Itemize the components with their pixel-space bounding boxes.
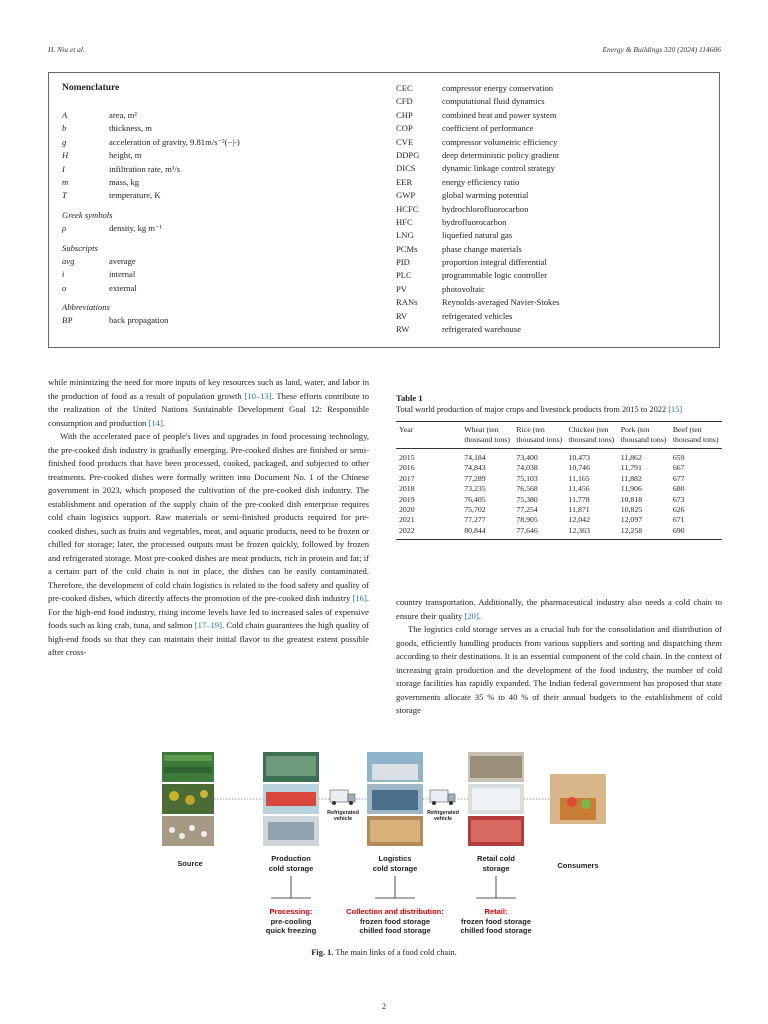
table-cell: 2015	[399, 453, 415, 462]
logistics-photos	[367, 752, 423, 846]
table-caption: Total world production of major crops and livestock products from 2015 to 2022 [15]	[396, 405, 683, 414]
paragraph: while minimizing the need for more inputs of key resources such as land, water, and labor in the production of food as a result of population growth [10–13]. These efforts contribute to the realization of the United Nations Sustainable Development Goal 12: Responsible consumption and production [14].	[48, 377, 369, 428]
nomenclature-box	[48, 72, 720, 348]
logistics-label: Logistics	[378, 854, 412, 863]
body-right-column	[396, 596, 722, 718]
table-header-row	[396, 422, 722, 449]
table-cell: 2018	[399, 484, 415, 494]
table-row	[396, 474, 722, 484]
collection-title: Collection and distribution:	[346, 907, 444, 916]
nom-row: RV refrigerated vehicles	[396, 310, 513, 321]
subscripts-heading: Subscripts	[62, 242, 98, 253]
nom-row: COP coefficient of performance	[396, 123, 534, 134]
table-row	[396, 463, 722, 473]
consumers-photo	[550, 774, 606, 824]
consumers-label: Consumers	[557, 861, 599, 870]
nom-row: m mass, kg	[62, 176, 140, 187]
retail-photos	[468, 752, 524, 846]
table-cell: 74,184	[464, 453, 486, 462]
table-cell: 11,882	[620, 473, 642, 483]
nom-row: EER energy efficiency ratio	[396, 176, 520, 187]
retail-label: Retail cold	[477, 854, 515, 863]
table-cell: 12,097	[620, 515, 643, 525]
table-cell: 2021	[399, 515, 415, 525]
table-row	[396, 526, 722, 540]
vehicle-label: Refrigerated	[427, 810, 459, 816]
processing-title: Processing:	[269, 907, 313, 916]
nom-row: PLC programmable logic controller	[396, 270, 547, 281]
table-cell: 667	[672, 463, 685, 473]
nom-row: ρ density, kg m⁻¹	[62, 223, 163, 234]
logistics-label: cold storage	[372, 864, 418, 873]
table-header-cell: Chicken (ten thousand tons)	[566, 422, 618, 449]
table-cell: 11,862	[620, 453, 642, 462]
table-cell: 12,363	[566, 526, 618, 540]
nom-row: T temperature, K	[62, 190, 161, 201]
table-cell: 77,277	[464, 515, 486, 525]
table-header-cell: Pork (ten thousand tons)	[618, 422, 670, 449]
table-header-cell: Year	[396, 422, 461, 449]
table-cell: 78,905	[516, 515, 538, 525]
citation-link[interactable]: [16]	[352, 593, 367, 603]
table-cell: 677	[672, 473, 685, 483]
processing-line: quick freezing	[265, 926, 317, 935]
table-cell: 10,818	[620, 494, 643, 504]
table-1	[396, 392, 722, 540]
connector-lines	[271, 876, 516, 898]
table-row	[396, 495, 722, 505]
citation-link[interactable]: [15]	[668, 405, 683, 414]
table-cell: 76,568	[516, 484, 538, 494]
table-cell: 680	[672, 484, 685, 494]
table-header-cell: Rice (ten thousand tons)	[513, 422, 565, 449]
table-cell: 2020	[399, 505, 415, 515]
nom-row: CFD computational fluid dynamics	[396, 96, 545, 107]
nom-row: GWP global warming potential	[396, 190, 529, 201]
table-cell: 11,778	[568, 494, 590, 504]
table-row	[396, 484, 722, 494]
nom-row: RANs Reynolds-averaged Navier-Stokes	[396, 297, 560, 308]
paragraph: country transportation. Additionally, the pharmaceutical industry also needs a cold chain to ensure their quality [20].	[396, 597, 722, 621]
production-label: Production	[271, 854, 311, 863]
greek-symbols-heading: Greek symbols	[62, 209, 113, 220]
nomenclature-left-column	[62, 109, 392, 328]
table-cell: 671	[672, 515, 685, 525]
retail-title: Retail:	[484, 907, 508, 916]
table-header-cell: Beef (ten thousand tons)	[670, 422, 722, 449]
running-header-journal: Energy & Buildings 320 (2024) 114606	[602, 45, 721, 54]
table-cell: 10,746	[568, 463, 590, 473]
running-header-authors: H. Niu et al.	[48, 45, 85, 54]
table-cell: 77,254	[516, 505, 538, 515]
truck-icon	[430, 790, 455, 805]
truck-icon	[330, 790, 355, 805]
nom-row: HFC hydrofluorocarbon	[396, 216, 507, 227]
table-cell: 77,646	[513, 526, 565, 540]
table-cell: 10,825	[620, 505, 643, 515]
vehicle-label: vehicle	[433, 816, 453, 822]
source-label: Source	[177, 859, 203, 868]
retail-line: frozen food storage	[460, 917, 532, 926]
nom-row: i internal	[62, 269, 136, 280]
nom-row: RW refrigerated warehouse	[396, 324, 521, 335]
table-row	[396, 505, 722, 515]
table-row	[396, 515, 722, 525]
table-cell: 626	[672, 505, 685, 515]
table-cell: 10,473	[568, 453, 590, 462]
abbreviations-heading: Abbreviations	[62, 302, 110, 313]
nom-row: g acceleration of gravity, 9.81m/s⁻²(−|-)	[62, 136, 240, 147]
nom-row: o external	[62, 282, 137, 293]
table-cell: 2016	[399, 463, 415, 473]
table-cell: 74,038	[516, 463, 538, 473]
table-cell: 80,844	[461, 526, 513, 540]
production-table	[396, 421, 722, 540]
citation-link[interactable]: [10–13]	[244, 390, 272, 401]
nom-row: avg average	[62, 255, 136, 266]
nom-row: PCMs phase change materials	[396, 243, 522, 254]
nom-row: DICS dynamic linkage control strategy	[396, 163, 555, 174]
nom-row: PID proportion integral differential	[396, 257, 547, 268]
table-cell: 75,702	[464, 505, 486, 515]
retail-label: storage	[482, 864, 510, 873]
nom-row: LNG liquefied natural gas	[396, 230, 513, 241]
table-cell: 12,042	[568, 515, 590, 525]
production-photos	[263, 752, 319, 846]
source-photos	[162, 752, 214, 846]
table-cell: 11,906	[620, 484, 642, 494]
nom-row: DDPG deep deterministic policy gradient	[396, 149, 560, 160]
nom-row: A area, m²	[62, 110, 137, 120]
processing-line: pre-cooling	[270, 917, 312, 926]
vehicle-label: vehicle	[333, 816, 353, 822]
body-left-column	[48, 376, 369, 660]
production-label: cold storage	[268, 864, 314, 873]
table-cell: 11,791	[620, 463, 642, 473]
table-cell: 11,871	[568, 505, 590, 515]
table-cell: 73,235	[464, 484, 486, 494]
nom-row: PV photovoltaic	[396, 283, 485, 294]
citation-link[interactable]: [17–19]	[194, 620, 222, 630]
collection-line: frozen food storage	[359, 917, 431, 926]
nom-row: CEC compressor energy conservation	[396, 83, 554, 93]
figure-caption: Fig. 1. The main links of a food cold chain.	[311, 948, 457, 957]
table-cell: 12,258	[618, 526, 670, 540]
paragraph: The logistics cold storage serves as a crucial hub for the consolidation and distribution of goods, efficiently handling products from various suppliers and sorting and dispatching them according to their destinations. It is an essential component of the cold chain. In the context of increasing grain production and the development of the food industry, the number of cold storage facilities has rapidly expanded. The Indian federal government has proposed that state governments allocate 35 % to 40 % of their annual budgets to the establishment of cold storage	[396, 624, 722, 715]
table-cell: 690	[670, 526, 722, 540]
table-header-cell: Wheat (ten thousand tons)	[461, 422, 513, 449]
table-cell: 659	[672, 453, 685, 462]
table-cell: 673	[672, 494, 685, 504]
figure-cold-chain-diagram	[162, 752, 608, 946]
nom-row: b thickness, m	[62, 123, 152, 134]
nomenclature-title: Nomenclature	[62, 83, 120, 93]
retail-line: chilled food storage	[460, 926, 532, 935]
table-cell: 2022	[396, 526, 461, 540]
paragraph: With the accelerated pace of people's lives and upgrades in food processing technology, the pre-cooked dish industry is gradually emerging. Pre-cooked dishes are finished or semi-finished food products that have been processed, cooked, packaged, and subjected to other treatments. Pre-cooked dishes were formally written into Document No. 1 of the Chinese government in 2023, which proposed the cultivation of the pre-cooked dish industry. The establishment and operation of the supply chain of the pre-cooked dish enterprise requires cold chain logistics support. Raw materials or semi-finished products required for pre-cooked dishes, such as fruits and vegetables, meat, and aquatic products, need to be frozen or chilled for storage; later, the processed outputs must be frozen quickly, followed by frozen and refrigerated storage. Most pre-cooked dishes are meat products, rich in protein and fat; if a certain part of the cold chain is not in place, the dishes can be easily contaminated. Therefore, the development of cold chain logistics is related to the food safety and quality of pre-cooked dishes, which directly affects the promotion of the pre-cooked dish industry [16]. For the high-end food industry, rising income levels have led to increased sales of expensive foods such as king crab, tuna, and salmon [17–19]. Cold chain guarantees the high quality of high-end foods so that they can maintain their initial flavor to the greatest extent possible after cross-	[48, 431, 370, 657]
table-label: Table 1	[396, 393, 423, 403]
nom-row: CHP combined heat and power system	[396, 109, 557, 120]
nom-row: H height, m	[62, 150, 142, 161]
nomenclature-right-column	[396, 82, 559, 336]
table-cell: 76,405	[464, 494, 486, 504]
collection-line: chilled food storage	[359, 926, 431, 935]
table-cell: 75,103	[516, 473, 538, 483]
table-cell: 2019	[399, 494, 415, 504]
nom-row: BP back propagation	[62, 315, 169, 326]
nom-row: HCFC hydrochlorofluorocarbon	[396, 203, 529, 214]
vehicle-label: Refrigerated	[327, 810, 359, 816]
table-cell: 75,380	[516, 494, 538, 504]
table-cell: 77,289	[464, 473, 486, 483]
table-row	[396, 449, 722, 464]
citation-link[interactable]: [20]	[464, 610, 479, 621]
table-cell: 74,843	[464, 463, 486, 473]
table-cell: 2017	[399, 473, 415, 483]
table-cell: 11,456	[568, 484, 590, 494]
citation-link[interactable]: [14]	[148, 417, 163, 428]
nom-row: CVE compressor volumetric efficiency	[396, 136, 558, 147]
nom-row: I infiltration rate, m³/s	[62, 163, 181, 174]
table-cell: 11,165	[568, 473, 590, 483]
page-number: 2	[382, 1002, 386, 1011]
table-cell: 73,400	[516, 453, 538, 462]
